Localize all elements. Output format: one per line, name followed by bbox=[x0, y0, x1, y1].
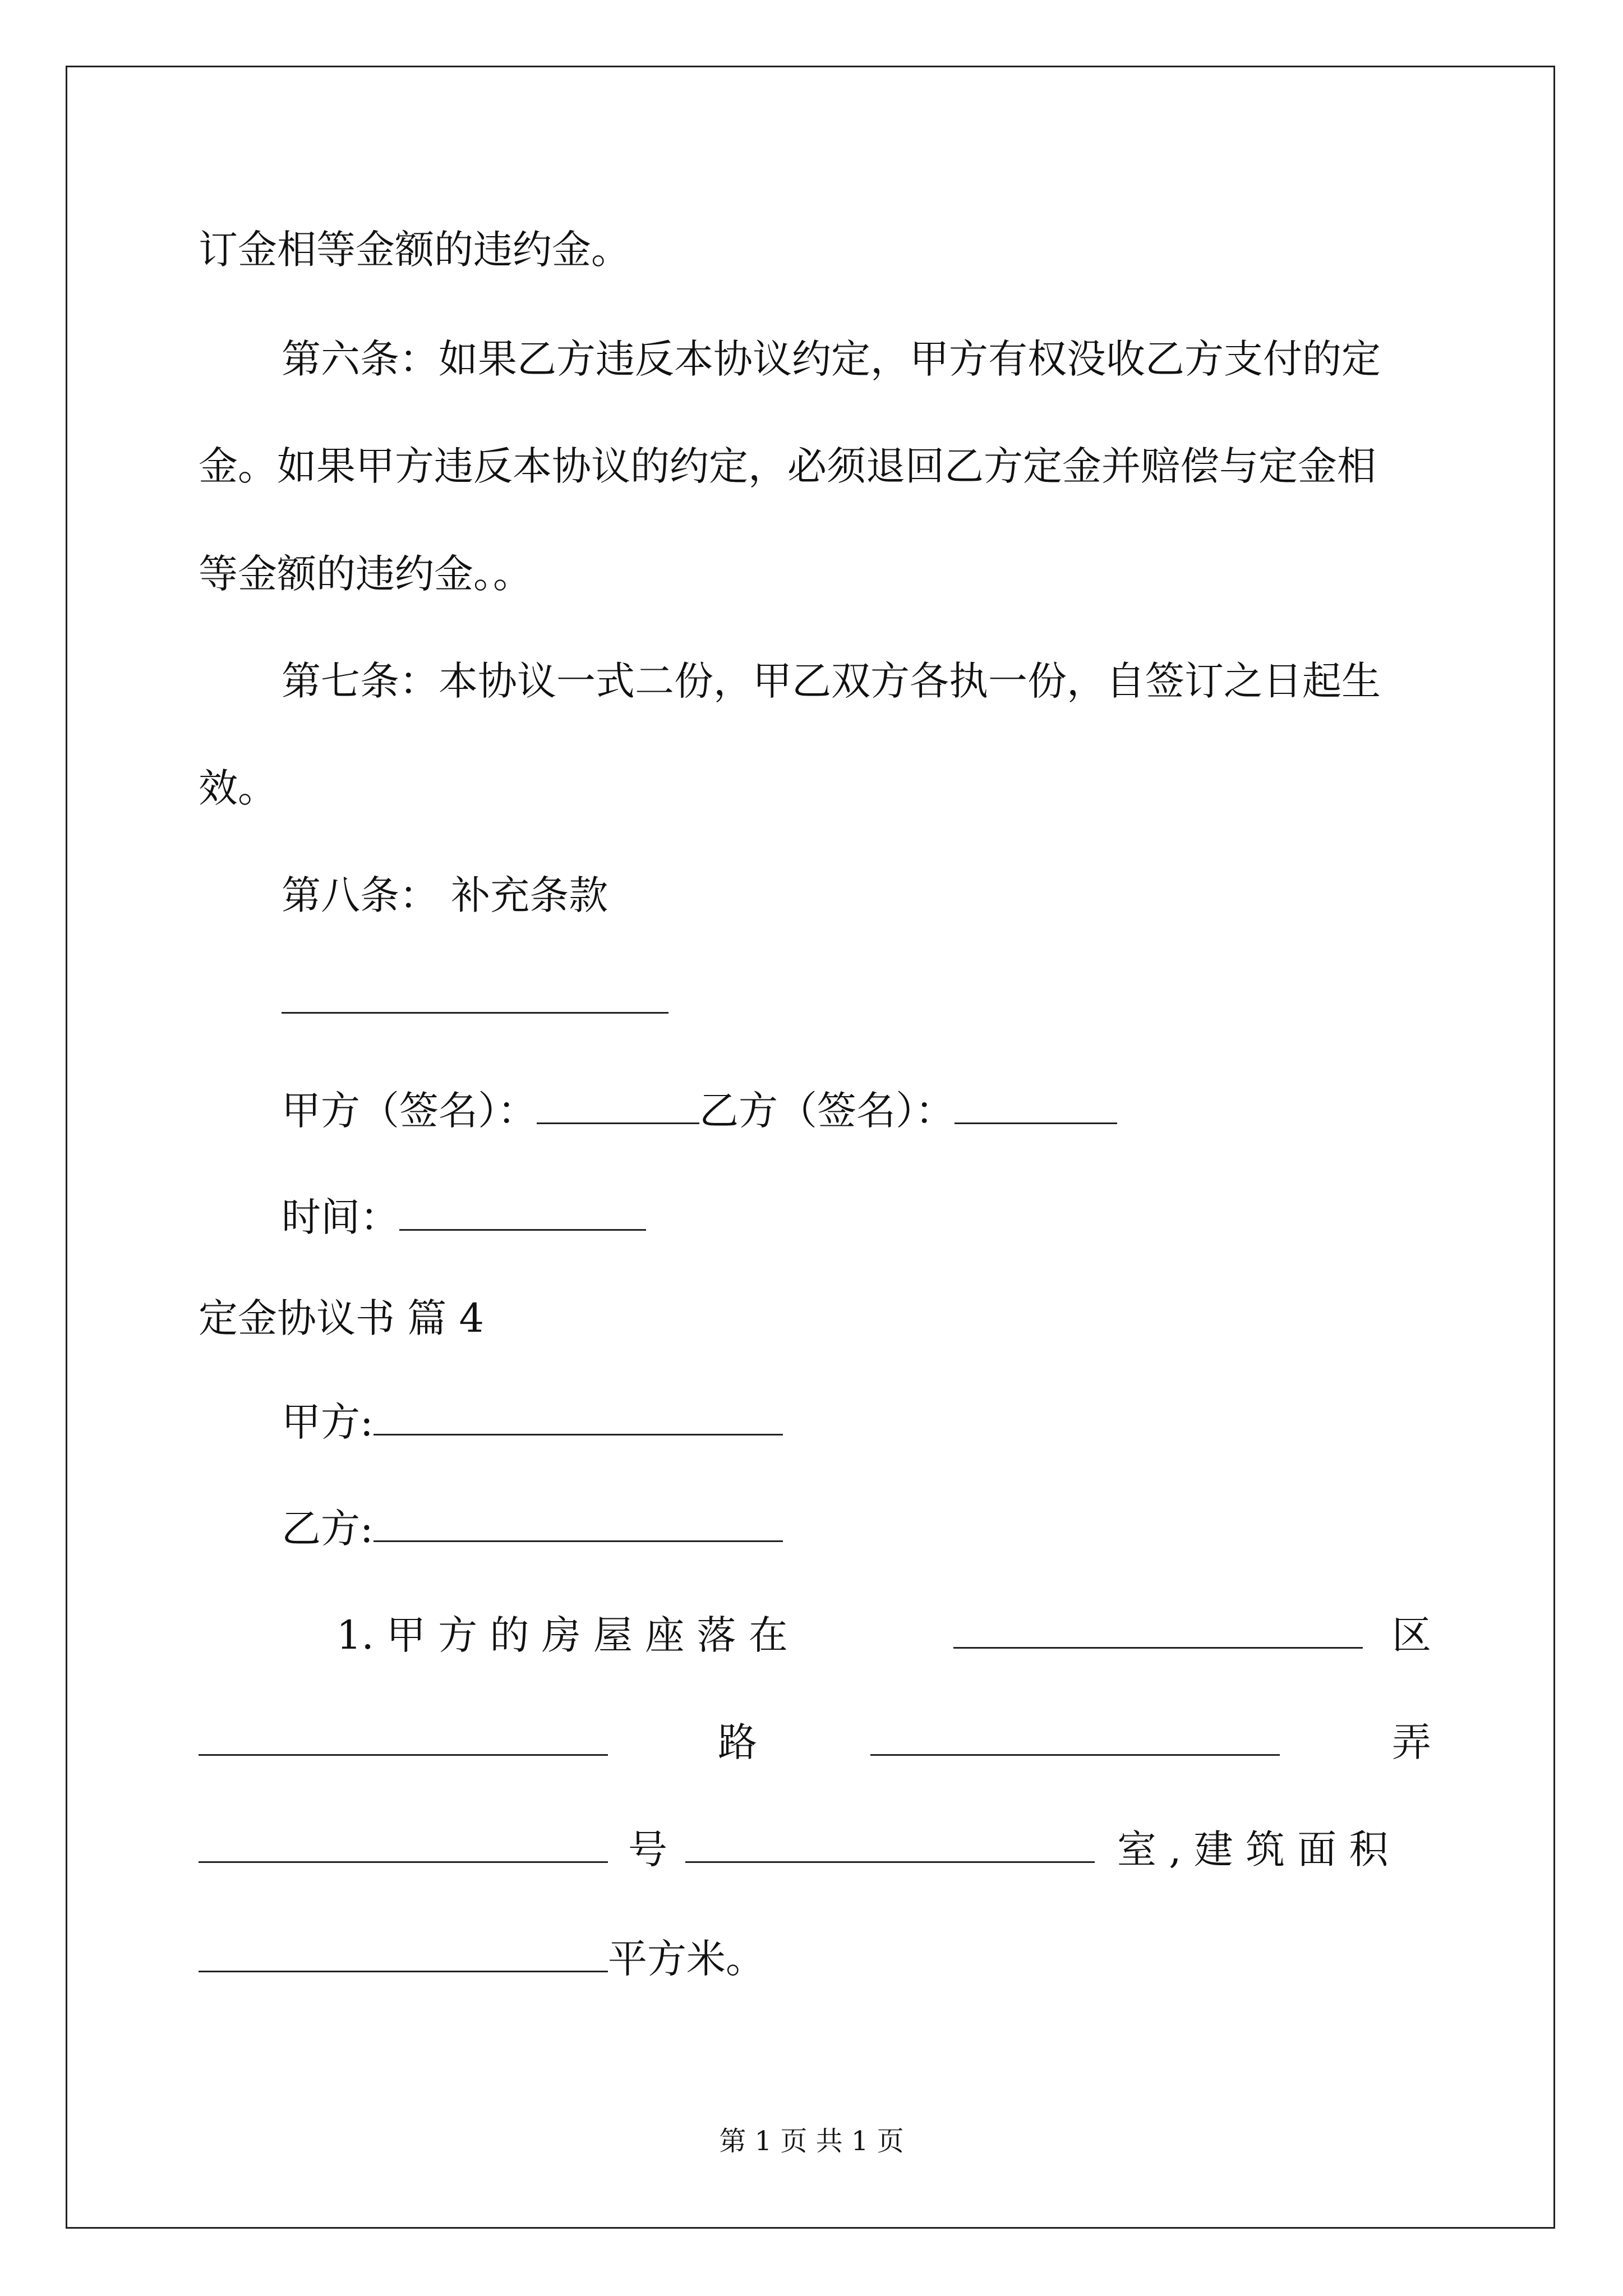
party-a-blank[interactable] bbox=[374, 1399, 783, 1435]
number-suffix: 号 bbox=[628, 1826, 667, 1872]
item1-prefix: 1. 甲 方 的 房 屋 座 落 在 bbox=[336, 1612, 788, 1658]
time-label: 时间： bbox=[282, 1194, 399, 1240]
party-b-blank[interactable] bbox=[374, 1506, 783, 1542]
time-row bbox=[282, 1192, 646, 1243]
party-b-label: 乙方: bbox=[282, 1506, 374, 1552]
supplementary-terms-blank[interactable] bbox=[282, 977, 668, 1014]
signature-row bbox=[282, 1085, 1117, 1136]
district-blank[interactable] bbox=[953, 1612, 1363, 1649]
party-b-signature-blank[interactable] bbox=[955, 1088, 1117, 1124]
lane-suffix: 弄 bbox=[1392, 1719, 1431, 1765]
party-b-signature-label: 乙方（签名）： bbox=[699, 1088, 955, 1134]
room-number-blank[interactable] bbox=[685, 1826, 1095, 1863]
paragraph-line: 效。 bbox=[199, 765, 277, 811]
party-a-row bbox=[282, 1397, 783, 1447]
party-a-label: 甲方: bbox=[282, 1399, 374, 1445]
time-blank[interactable] bbox=[399, 1194, 646, 1231]
paragraph-line: 等金额的违约金。。 bbox=[199, 551, 532, 597]
lane-number-blank[interactable] bbox=[199, 1826, 608, 1863]
paragraph-line: 金。如果甲方违反本协议的约定，必须退回乙方定金并赔偿与定金相 bbox=[199, 443, 1376, 489]
area-row bbox=[199, 1934, 765, 1984]
road-name-blank[interactable] bbox=[870, 1719, 1280, 1756]
section-title: 定金协议书 篇 4 bbox=[199, 1295, 485, 1341]
page-footer: 第 1 页 共 1 页 bbox=[719, 2125, 904, 2157]
room-area-label: 室 , 建 筑 面 积 bbox=[1117, 1826, 1389, 1872]
party-a-signature-blank[interactable] bbox=[537, 1088, 699, 1124]
party-a-signature-label: 甲方（签名）： bbox=[282, 1088, 537, 1134]
page-border bbox=[66, 66, 1555, 2229]
district-suffix: 区 bbox=[1392, 1612, 1431, 1658]
district-name-blank[interactable] bbox=[199, 1719, 608, 1756]
paragraph-line: 第六条：如果乙方违反本协议约定，甲方有权没收乙方支付的定 bbox=[282, 336, 1381, 382]
area-unit: 平方米。 bbox=[608, 1936, 765, 1982]
party-b-row bbox=[282, 1503, 783, 1554]
paragraph-line: 订金相等金额的违约金。 bbox=[199, 227, 630, 273]
road-suffix: 路 bbox=[718, 1719, 757, 1765]
area-blank[interactable] bbox=[199, 1936, 608, 1972]
article-eight-heading: 第八条： 补充条款 bbox=[282, 872, 608, 918]
paragraph-line: 第七条：本协议一式二份，甲乙双方各执一份，自签订之日起生 bbox=[282, 658, 1381, 704]
